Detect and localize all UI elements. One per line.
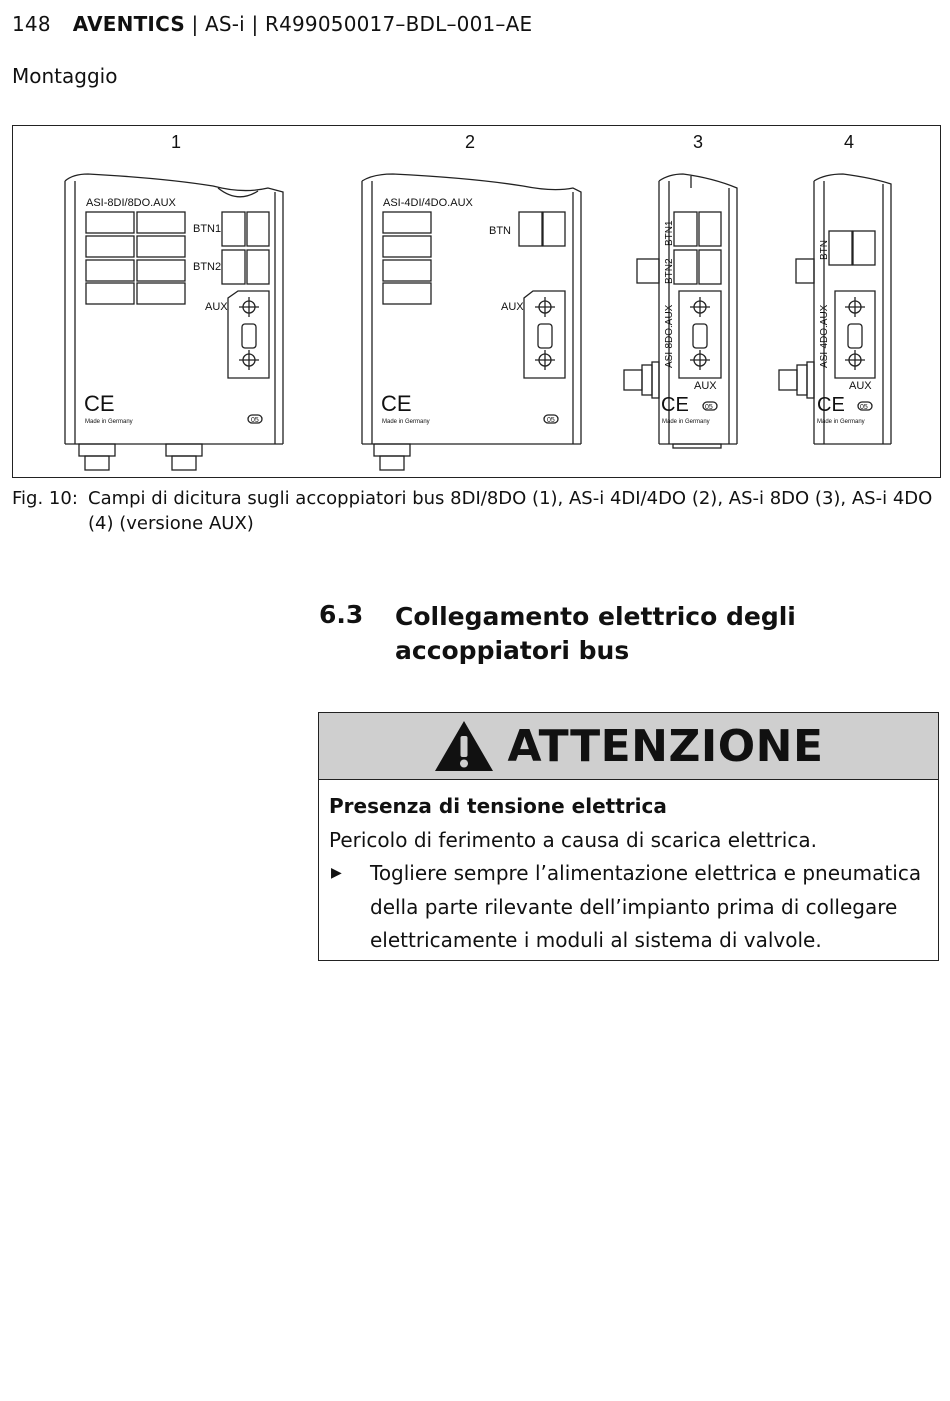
module-1-btn1-label: BTN1 (193, 223, 222, 235)
module-1-type-label: ASI-8DI/8DO.AUX (86, 197, 176, 209)
module-3-btn2-label: BTN2 (664, 258, 675, 284)
warning-triangle-icon (433, 719, 495, 773)
document-info: | AS-i | R499050017–BDL–001–AE (184, 12, 533, 36)
module-3-aux-label: AUX (694, 380, 717, 392)
module-3-made-label: Made in Germany (662, 419, 710, 425)
module-1-drawing (65, 174, 283, 470)
module-2-made-label: Made in Germany (382, 419, 430, 425)
module-1-ce-mark: CE (84, 391, 115, 416)
module-4-type-label: ASI-4DO.AUX (819, 304, 830, 368)
module-4-made-label: Made in Germany (817, 419, 865, 425)
module-3-version: 05 (705, 404, 713, 411)
caption-text: Campi di dicitura sugli accoppiatori bus 8DI/8DO (1), AS-i 4DI/4DO (2), AS-i 8DO (3), AS-i 4DO (4) (versione AUX) (88, 488, 933, 534)
module-3-ce-mark: CE (661, 394, 689, 416)
warning-subtitle: Presenza di tensione elettrica (329, 794, 667, 818)
section-title: Collegamento elettrico degli accoppiatori bus (395, 602, 796, 665)
figure-number-2: 2 (464, 132, 476, 152)
figure-bus-couplers (12, 125, 941, 478)
module-2-drawing (362, 174, 581, 470)
module-4-aux-label: AUX (849, 380, 872, 392)
module-2-type-label: ASI-4DI/4DO.AUX (383, 197, 473, 209)
figure-number-1: 1 (170, 132, 182, 152)
module-2-aux-label: AUX (501, 301, 524, 313)
bullet-arrow-icon: ▶ (331, 865, 342, 881)
figure-number-3: 3 (692, 132, 704, 152)
page-number: 148 (12, 12, 51, 36)
warning-bullet-text: Togliere sempre l’alimentazione elettrica e pneumatica della parte rilevante dell’impianto prima di collegare elettricamente i moduli al sistema di valvole. (370, 861, 922, 952)
module-1-btn2-label: BTN2 (193, 261, 222, 273)
warning-text: Pericolo di ferimento a causa di scarica elettrica. (329, 827, 817, 852)
module-2-version: 05 (547, 417, 555, 424)
module-1-version: 05 (251, 417, 259, 424)
module-3-type-label: ASI-8DO.AUX (664, 304, 675, 368)
figure-number-4: 4 (843, 132, 855, 152)
warning-title: ATTENZIONE (507, 720, 824, 772)
chapter-label: Montaggio (12, 64, 118, 88)
module-2-btn-label: BTN (489, 225, 511, 237)
warning-box (318, 712, 939, 961)
warning-header (319, 713, 938, 780)
page-header (12, 12, 532, 36)
module-2-ce-mark: CE (381, 391, 412, 416)
warning-body (329, 790, 929, 958)
module-1-aux-label: AUX (205, 301, 228, 313)
modules-drawing (13, 126, 942, 479)
warning-bullet-item (329, 857, 929, 958)
module-4-btn-label: BTN (819, 240, 830, 260)
section-number: 6.3 (319, 600, 364, 629)
module-3-btn1-label: BTN1 (664, 220, 675, 246)
brand-name: AVENTICS (72, 12, 185, 36)
module-4-version: 05 (860, 404, 868, 411)
caption-label: Fig. 10: (12, 488, 78, 509)
module-4-ce-mark: CE (817, 394, 845, 416)
module-1-made-label: Made in Germany (85, 419, 133, 425)
